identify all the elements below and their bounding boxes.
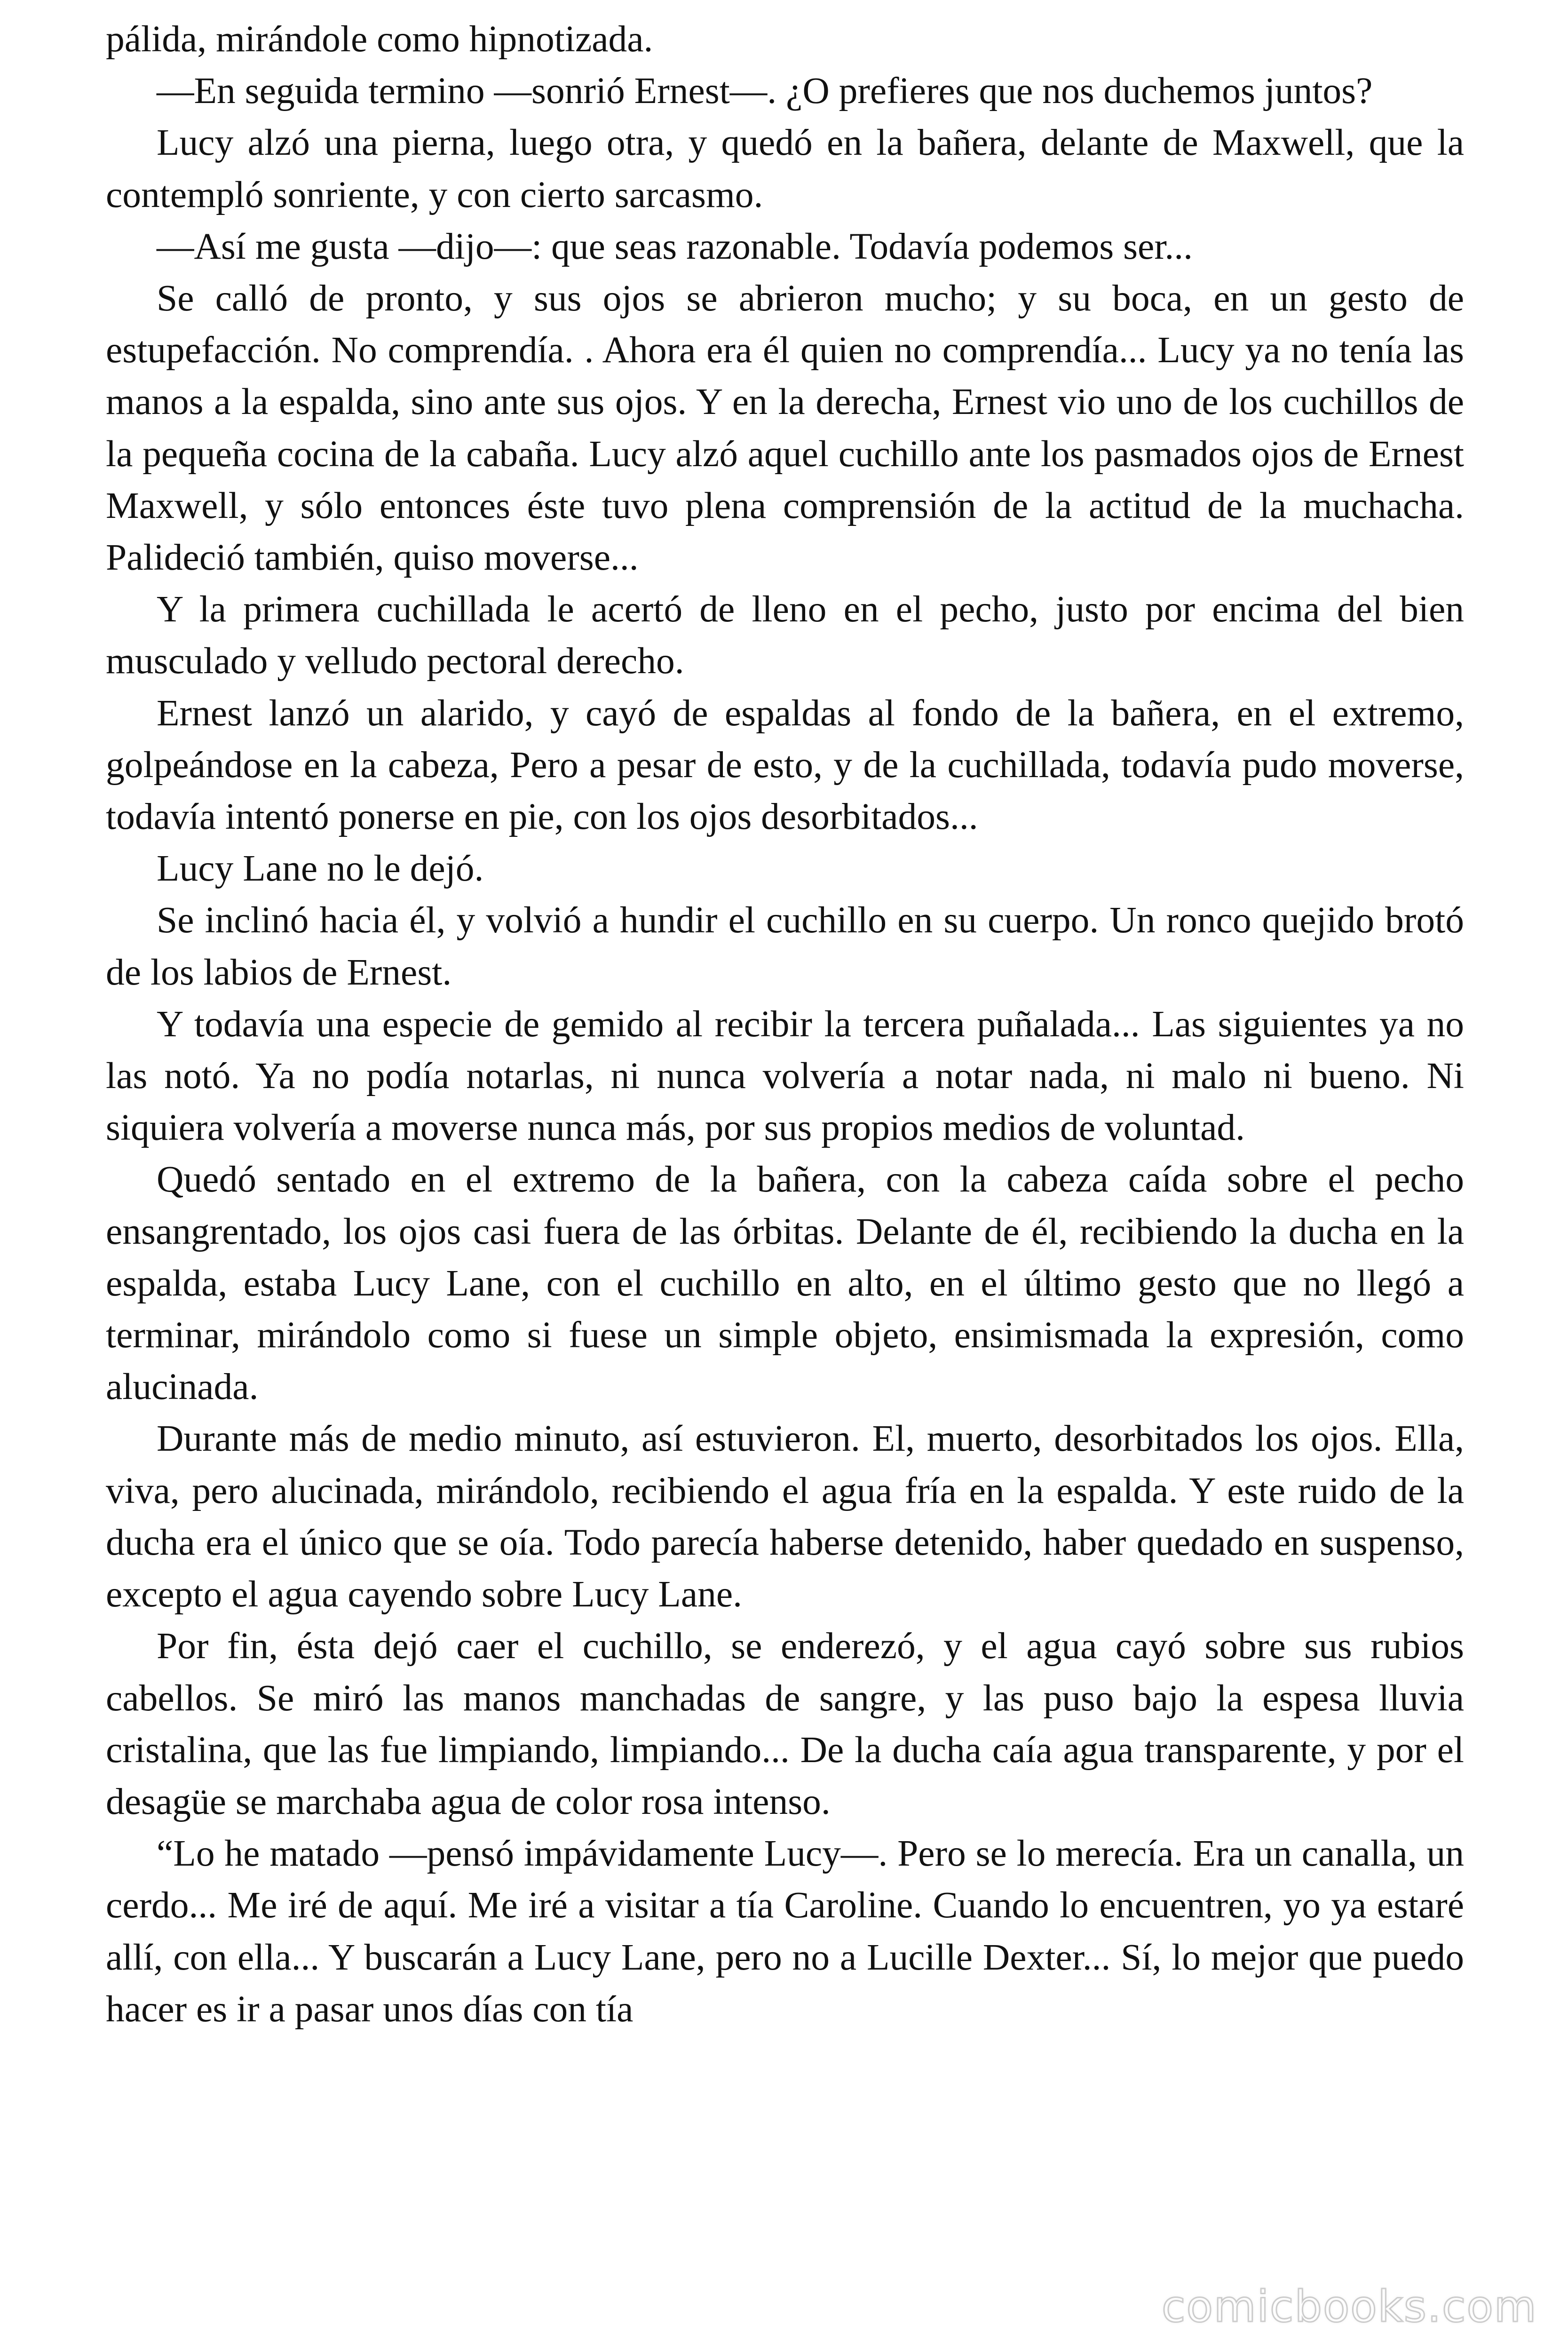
- watermark-logo: comicbooks.com: [1162, 2281, 1537, 2332]
- paragraph-third-stab: Y todavía una especie de gemido al recibir la tercera puñalada... Las siguientes ya no las notó. Ya no podía notarlas, ni nunca volvería a notar nada, ni malo ni bueno. Ni siquiera volvería a moverse nunca más, por sus propios medios de voluntad.: [106, 1003, 1464, 1149]
- paragraph-lucy-did-not-let: Lucy Lane no le dejó.: [157, 848, 484, 890]
- paragraph-knife-revealed: Se calló de pronto, y sus ojos se abrieron mucho; y su boca, en un gesto de estupefacción. No comprendía. . Ahora era él quien no comprendía... Lucy ya no tenía las manos a la espalda, sino ante sus ojos. Y en la derecha, Ernest vio uno de los cuchillos de la pequeña cocina de la cabaña. Lucy alzó aquel cuchillo ante los pasmados ojos de Ernest Maxwell, y sólo entonces éste tuvo plena comprensión de la actitud de la muchacha. Palideció también, quiso moverse...: [106, 278, 1464, 579]
- paragraph-lucy-thoughts: “Lo he matado —pensó impávidamente Lucy—. Pero se lo merecía. Era un canalla, un cerdo... Me iré de aquí. Me iré a visitar a tía Caroline. Cuando lo encuentren, yo ya estaré allí, con ella... Y buscarán a Lucy Lane, pero no a Lucille Dexter... Sí, lo mejor que puedo hacer es ir a pasar unos días con tía: [106, 1833, 1464, 2030]
- paragraph-second-stab: Se inclinó hacia él, y volvió a hundir el cuchillo en su cuerpo. Un ronco quejido brotó de los labios de Ernest.: [106, 899, 1464, 993]
- document-page: [106, 13, 1464, 2035]
- paragraph-half-minute: Durante más de medio minuto, así estuvieron. El, muerto, desorbitados los ojos. Ella, viva, pero alucinada, mirándolo, recibiendo el agua fría en la espalda. Y este ruido de la ducha era el único que se oía. Todo parecía haberse detenido, haber quedado en suspenso, excepto el agua cayendo sobre Lucy Lane.: [106, 1418, 1464, 1615]
- paragraph-first-stab: Y la primera cuchillada le acertó de lleno en el pecho, justo por encima del bien musculado y velludo pectoral derecho.: [106, 588, 1464, 682]
- paragraph-continuation: pálida, mirándole como hipnotizada.: [106, 18, 653, 60]
- paragraph-ernest-falls: Ernest lanzó un alarido, y cayó de espaldas al fondo de la bañera, en el extremo, golpeándose en la cabeza, Pero a pesar de esto, y de la cuchillada, todavía pudo moverse, todavía intentó ponerse en pie, con los ojos desorbitados...: [106, 692, 1464, 838]
- paragraph-dialogue-ernest: —En seguida termino —sonrió Ernest—. ¿O prefieres que nos duchemos juntos?: [157, 70, 1373, 112]
- paragraph-washing-hands: Por fin, ésta dejó caer el cuchillo, se enderezó, y el agua cayó sobre sus rubios cabellos. Se miró las manos manchadas de sangre, y las puso bajo la espesa lluvia cristalina, que las fue limpiando, limpiando... De la ducha caía agua transparente, y por el desagüe se marchaba agua de color rosa intenso.: [106, 1625, 1464, 1822]
- paragraph-dialogue-reasonable: —Así me gusta —dijo—: que seas razonable. Todavía podemos ser...: [157, 225, 1193, 267]
- paragraph-lucy-enters-bathtub: Lucy alzó una pierna, luego otra, y quedó en la bañera, delante de Maxwell, que la contempló sonriente, y con cierto sarcasmo.: [106, 122, 1464, 215]
- paragraph-seated-dead: Quedó sentado en el extremo de la bañera, con la cabeza caída sobre el pecho ensangrentado, los ojos casi fuera de las órbitas. Delante de él, recibiendo la ducha en la espalda, estaba Lucy Lane, con el cuchillo en alto, en el último gesto que no llegó a terminar, mirándolo como si fuese un simple objeto, ensimismada la expresión, como alucinada.: [106, 1159, 1464, 1408]
